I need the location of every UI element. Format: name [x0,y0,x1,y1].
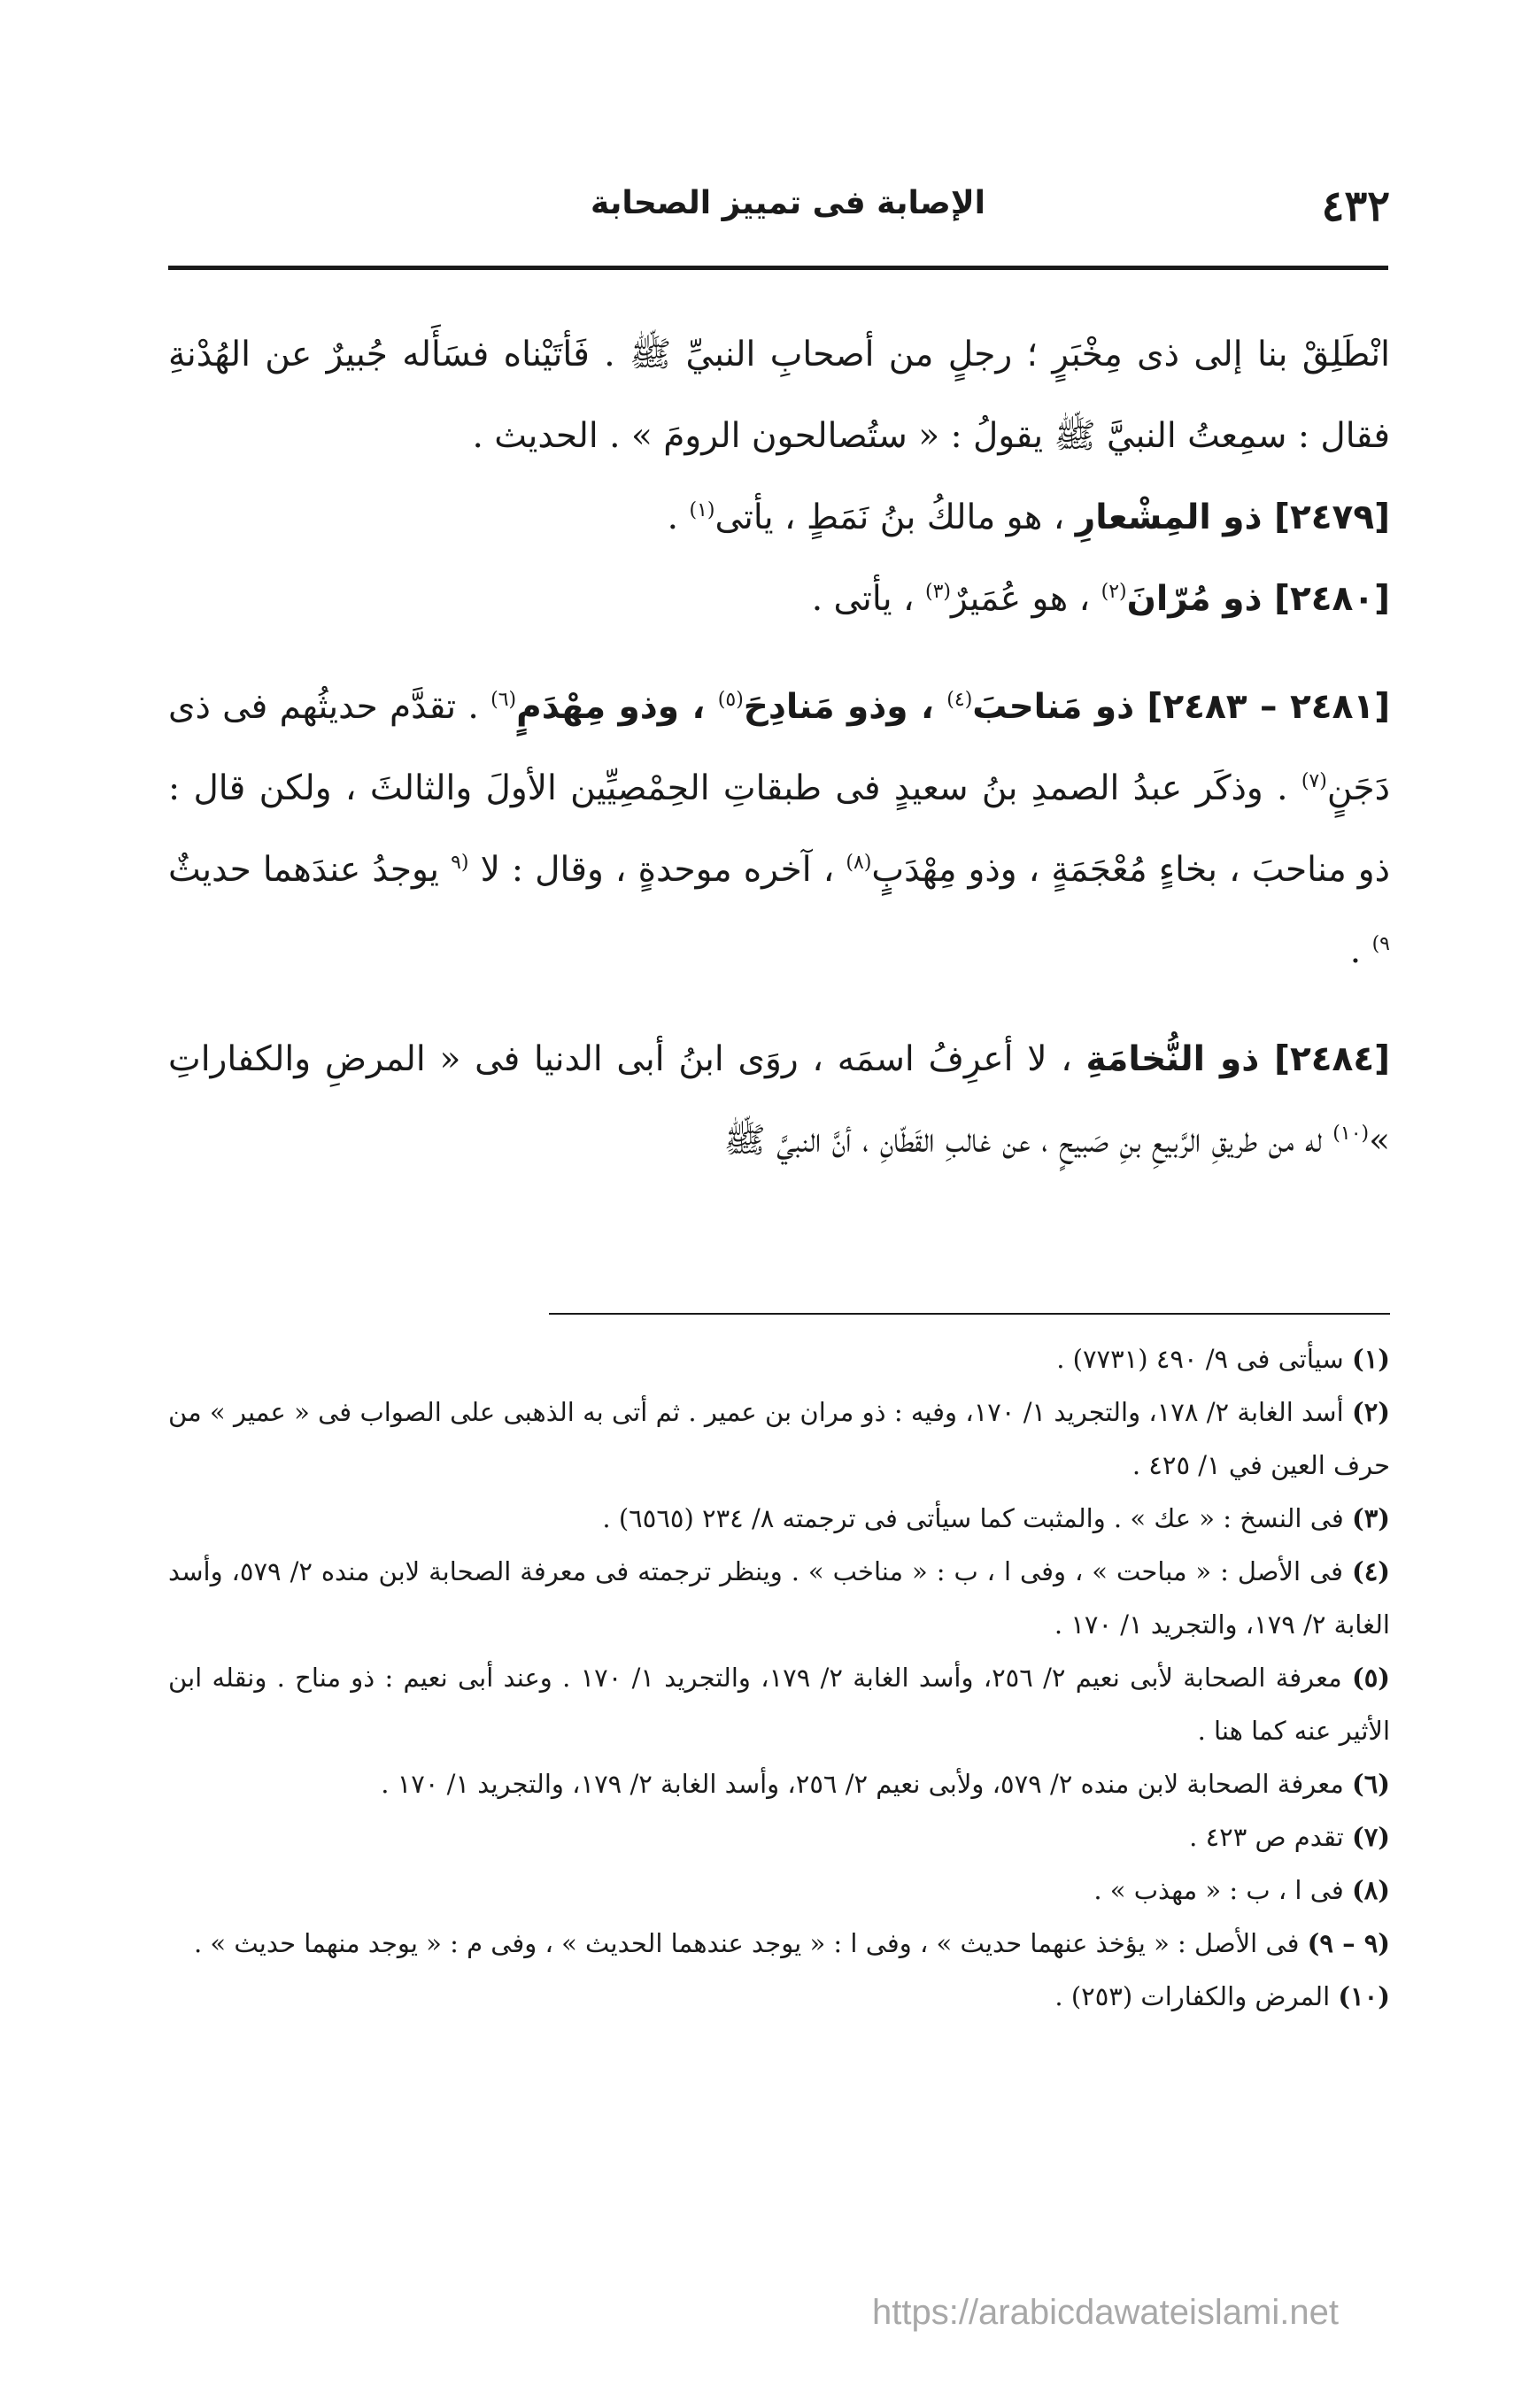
footnote-ref: (٦) [490,689,517,711]
footnote [168,1385,1390,1492]
entry-heading: [٢٤٨٠] ذو مُرّانَ [1126,579,1390,619]
footnote-number: (٧) [1351,1822,1390,1852]
entry-heading: [٢٤٨٤] ذو النُّخامَةِ [1085,1039,1390,1079]
entry-2481-2483 [168,667,1390,992]
footnote-text: تقدم ص ٤٢٣ . [1189,1822,1344,1852]
entry-text: . تقدَّم حديثُهم فى ذى دَجَنٍ [168,687,1390,808]
footnote [168,1970,1390,2023]
footnote-ref: (١٠) [1332,1123,1370,1145]
footnote-text: سيأتى فى ٩/ ٤٩٠ (٧٧٣١) . [1056,1344,1344,1374]
entry-heading: [٢٤٧٩] ذو المِشْعارِ [1075,498,1390,537]
footnote-text: أسد الغابة ٢/ ١٧٨، والتجريد ١/ ١٧٠، وفيه : ذو مران بن عمير . ثم أتى به الذهبى على الصواب فى « عمير » من حرف العين في ١/ ٤٢٥ . [168,1397,1390,1480]
footnote-text: فى ا ، ب : « مهذب » . [1093,1875,1344,1905]
footnote [168,1810,1390,1864]
entry-text: له من طريقِ الرَّبيعِ بنِ صَبيحٍ ، عن غالبِ القَطّانِ ، أنَّ النبيَّ ﷺ [723,1121,1333,1161]
footnote-ref: (٨) [846,852,872,874]
entry-text: ، هو عُمَيرٌ [951,579,1101,619]
paragraph-1: انْطَلِقْ بنا إلى ذى مِخْبَرٍ ؛ رجلٍ من أصحابِ النبيِّ ﷺ . فَأتَيْناه فسَأَله جُبيرٌ عن الهُدْنةِ فقال : سمِعتُ النبيَّ ﷺ يقولُ : « ستُصالحون الرومَ » . الحديث . [168,335,1390,456]
entry-heading-part: ، وذو مَنادِحَ [743,687,947,727]
footnote-ref: (٢) [1101,581,1127,603]
footnote-number: (٨) [1351,1875,1390,1905]
entry-heading-part: ، وذو مِهْدَمٍ [516,687,718,727]
footnote-ref: (٣) [925,581,952,603]
page-number: ٤٣٢ [1321,181,1390,231]
footnote-text: معرفة الصحابة لابن منده ٢/ ٥٧٩، ولأبى نعيم ٢/ ٢٥٦، وأسد الغابة ٢/ ١٧٩، والتجريد ١/ ١٧٠ . [381,1769,1344,1799]
watermark: https://arabicdawateislami.net [872,2293,1339,2332]
entry-text: ، لا أعرِفُ اسمَه ، روَى ابنُ أبى الدنيا فى « المرضِ والكفاراتِ » [168,1039,1390,1161]
footnote-number: (٤) [1351,1556,1390,1586]
footnote-rule [549,1313,1390,1315]
footnote-number: (٢) [1351,1397,1390,1427]
footnote-text: فى النسخ : « عك » . والمثبت كما سيأتى فى ترجمته ٨/ ٢٣٤ (٦٥٦٥) . [602,1503,1344,1533]
footnote [168,1917,1390,1970]
footnote-text: المرض والكفارات (٢٥٣) . [1054,1981,1331,2011]
footnote-ref: (٩ [451,852,469,874]
entry-end: ، يأتى . [811,579,925,619]
footnote-number: (٩ – ٩) [1307,1928,1390,1958]
footnote-ref: (٧) [1301,770,1327,792]
footnote [168,1651,1390,1757]
page-header [168,181,1390,252]
footnote-ref: ٩) [1371,933,1390,955]
main-text [168,314,1390,1182]
footnote-number: (١٠) [1338,1981,1390,2011]
footnotes [168,1332,1390,2023]
footnote [168,1757,1390,1810]
entry-text: . وذكَر عبدُ الصمدِ بنُ سعيدٍ فى طبقاتِ الحِمْصِيِّين الأولَ والثالثَ ، ولكن قال : ذو مناحبَ ، بخاءٍ مُعْجَمَةٍ ، وذو مِهْدَبٍ [168,768,1390,890]
entry-text: ، آخره موحدةٍ ، وقال : لا [468,850,846,890]
footnote-text: فى الأصل : « يؤخذ عنهما حديث » ، وفى ا : « يوجد عندهما الحديث » ، وفى م : « يوجد منهما حديث » . [193,1928,1300,1958]
entry-2480 [168,559,1390,640]
footnote-ref: (٤) [946,689,973,711]
entry-heading: [٢٤٨١ – ٢٤٨٣] ذو مَناحبَ [972,687,1391,727]
entry-end: . [667,498,690,537]
footnote [168,1332,1390,1385]
entry-2484 [168,1019,1390,1182]
footnote-number: (١) [1351,1344,1390,1374]
footnote-ref: (٥) [717,689,744,711]
footnote [168,1545,1390,1651]
footnote-text: معرفة الصحابة لأبى نعيم ٢/ ٢٥٦، وأسد الغابة ٢/ ١٧٩، والتجريد ١/ ١٧٠ . وعند أبى نعيم : ذو مناح . ونقله ابن الأثير عنه كما هنا . [168,1663,1390,1746]
entry-end: . [1349,931,1372,971]
footnote [168,1864,1390,1917]
footnote-ref: (١) [689,499,715,521]
running-title: الإصابة فى تمييز الصحابة [591,185,985,221]
header-rule [168,266,1388,270]
footnote-number: (٣) [1351,1503,1390,1533]
entry-2479 [168,477,1390,559]
footnote-number: (٦) [1351,1769,1390,1799]
footnote-text: فى الأصل : « مباحت » ، وفى ا ، ب : « مناخب » . وينظر ترجمته فى معرفة الصحابة لابن منده ٢/ ٥٧٩، وأسد الغابة ٢/ ١٧٩، والتجريد ١/ ١٧٠ . [168,1556,1390,1640]
entry-text: ، هو مالكُ بنُ نَمَطٍ ، يأتى [714,498,1076,537]
entry-text: يوجدُ عندَهما حديثٌ [168,850,452,890]
footnote-number: (٥) [1351,1663,1390,1693]
footnote [168,1492,1390,1545]
